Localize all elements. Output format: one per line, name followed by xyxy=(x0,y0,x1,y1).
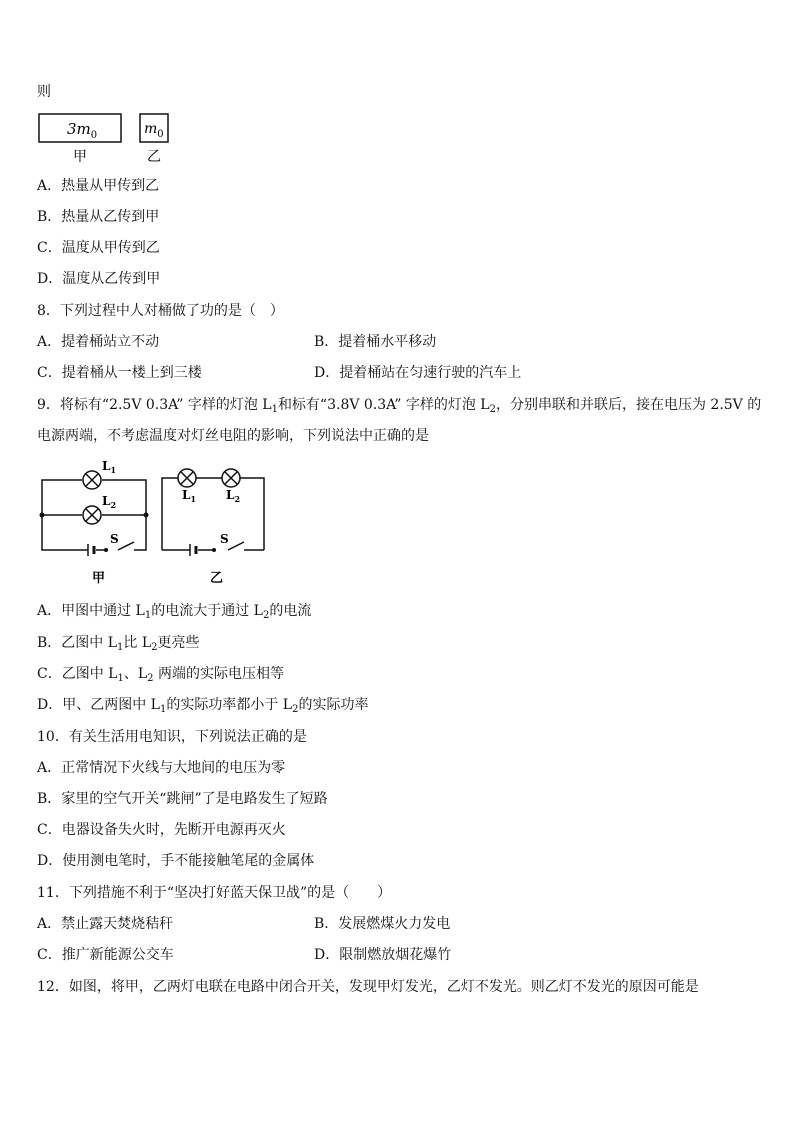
q8-option-a: A．提着桶站立不动 xyxy=(37,334,160,350)
q7-option-b: B．热量从乙传到甲 xyxy=(37,209,160,225)
box-b-label: m xyxy=(144,121,158,137)
circuit-yi xyxy=(158,460,273,585)
label-b: 乙 xyxy=(147,149,161,165)
svg-text:m0 xyxy=(144,121,164,140)
q9-option-a: A．甲图中通过 $L_1$的电流大于通过 $L_2$的电流 xyxy=(37,603,312,621)
q11-option-d: D．限制燃放烟花爆竹 xyxy=(314,947,452,963)
q10-option-c: C．电器设备失火时，先断开电源再灭火 xyxy=(37,822,286,838)
q9-stem-line1: 9．将标有“2.5V 0.3A” 字样的灯泡 $L_1$和标有“3.8V 0.3A” 字样的灯泡 $L_2$，分别串联和并联后，接在电压为 2.5V 的 xyxy=(37,397,762,415)
jia-switch-label: S xyxy=(110,532,119,546)
q7-option-d: D．温度从乙传到甲 xyxy=(37,271,161,287)
q9-stem-line2: 电源两端，不考虑温度对灯丝电阻的影响，下列说法中正确的是 xyxy=(37,428,429,444)
q12-stem: 12．如图，将甲，乙两灯电联在电路中闭合开关，发现甲灯发光，乙灯不发光。则乙灯不发光的原因可能是 xyxy=(37,979,699,995)
q8-option-c: C．提着桶从一楼上到三楼 xyxy=(37,365,202,381)
yi-l1-label: L xyxy=(182,488,191,502)
q11-option-a: A．禁止露天焚烧秸秆 xyxy=(37,916,174,932)
q7-option-c: C．温度从甲传到乙 xyxy=(37,240,160,256)
box-a-sub: 0 xyxy=(90,130,98,141)
svg-text:L2: $L_2$ xyxy=(226,488,241,504)
q10-stem: 10．有关生活用电知识，下列说法正确的是 xyxy=(37,729,307,745)
jia-l2-label: L xyxy=(102,494,111,508)
q7-figure xyxy=(37,112,177,166)
label-a: 甲 xyxy=(73,149,87,165)
q7-option-a: A．热量从甲传到乙 xyxy=(37,178,160,194)
svg-text:3m0 xyxy=(67,120,97,141)
yi-switch-label: S xyxy=(220,532,229,546)
q8-option-d: D．提着桶站在匀速行驶的汽车上 xyxy=(314,365,522,381)
q10-option-b: B．家里的空气开关“跳闸”了是电路发生了短路 xyxy=(37,791,328,807)
q9-option-b: B．乙图中 $L_1$比 $L_2$更亮些 xyxy=(37,635,200,653)
q10-option-a: A．正常情况下火线与大地间的电压为零 xyxy=(37,760,286,776)
jia-caption: 甲 xyxy=(92,571,106,585)
q8-option-b: B．提着桶水平移动 xyxy=(314,334,437,350)
q8-stem: 8．下列过程中人对桶做了功的是（ ） xyxy=(37,303,284,319)
jia-l1-label: L xyxy=(102,460,111,473)
box-b-sub: 0 xyxy=(157,129,164,140)
circuit-jia xyxy=(38,460,153,585)
q11-option-b: B．发展燃煤火力发电 xyxy=(314,916,451,932)
svg-text:L1: $L_1$ xyxy=(102,460,117,475)
box-a-label: 3m xyxy=(67,120,91,138)
q9-option-c: C．乙图中 $L_1$、$L_2$ 两端的实际电压相等 xyxy=(37,666,284,684)
q11-option-c: C．推广新能源公交车 xyxy=(37,947,174,963)
q7-tail: 则 xyxy=(37,84,51,100)
svg-text:L1: $L_1$ xyxy=(182,488,197,504)
q9-option-d: D．甲、乙两图中 $L_1$的实际功率都小于 $L_2$的实际功率 xyxy=(37,697,369,715)
yi-caption: 乙 xyxy=(210,571,224,585)
q11-stem: 11．下列措施不利于“坚决打好蓝天保卫战”的是（ ） xyxy=(37,885,392,901)
q10-option-d: D．使用测电笔时，手不能接触笔尾的金属体 xyxy=(37,853,315,869)
yi-l2-label: L xyxy=(226,488,235,502)
svg-text:L2: $L_2$ xyxy=(102,494,117,510)
